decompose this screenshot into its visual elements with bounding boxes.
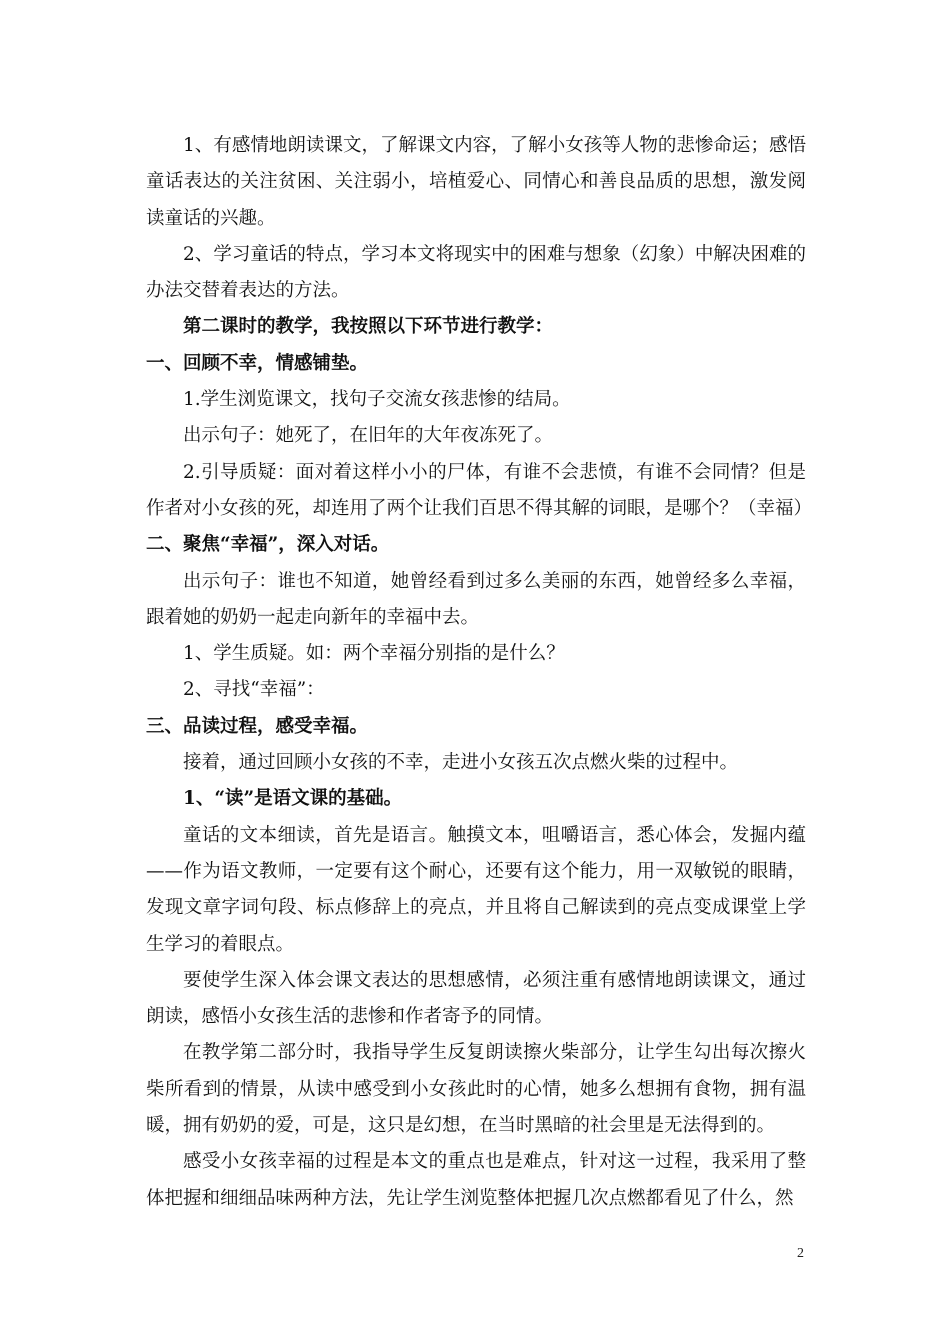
paragraph-reading-4: 感受小女孩幸福的过程是本文的重点也是难点，针对这一过程，我采用了整体把握和细细品味两种方法，先让学生浏览整体把握几次点燃都看见了什么，然 — [146, 1151, 806, 1209]
paragraph-lesson-intro: 第二课时的教学，我按照以下环节进行教学： — [183, 316, 554, 338]
paragraph-step-1-quote: 出示句子：她死了，在旧年的大年夜冻死了。 — [183, 425, 554, 447]
paragraph-step-1-2: 2.引导质疑：面对着这样小小的尸体，有谁不会悲愤，有谁不会同情？但是作者对小女孩的死，却连用了两个让我们百思不得其解的词眼，是哪个？（幸福） — [146, 461, 813, 519]
paragraph-step-2-quote: 出示句子：谁也不知道，她曾经看到过多么美丽的东西，她曾经多么幸福，跟着她的奶奶一起走向新年的幸福中去。 — [146, 570, 806, 628]
document-body — [146, 128, 813, 1217]
paragraph-goal-2: 2、学习童话的特点，学习本文将现实中的困难与想象（幻象）中解决困难的办法交替着表达的方法。 — [146, 243, 806, 302]
paragraph-reading-2: 要使学生深入体会课文表达的思想感情，必须注重有感情地朗读课文，通过朗读，感悟小女孩生活的悲惨和作者寄予的同情。 — [146, 969, 806, 1028]
paragraph-goal-1: 1、有感情地朗读课文，了解课文内容，了解小女孩等人物的悲惨命运；感悟童话表达的关注贫困、关注弱小，培植爱心、同情心和善良品质的思想，激发阅读童话的兴趣。 — [146, 135, 806, 229]
section-heading-2: 二、聚焦“幸福”，深入对话。 — [146, 534, 390, 556]
section-heading-3: 三、品读过程，感受幸福。 — [146, 715, 369, 737]
paragraph-reading-3: 在教学第二部分时，我指导学生反复朗读擦火柴部分，让学生勾出每次擦火柴所看到的情景，从读中感受到小女孩此时的心情，她多么想拥有食物，拥有温暖，拥有奶奶的爱，可是，这只是幻想，在当时黑暗的社会里是无法得到的。 — [146, 1042, 806, 1137]
paragraph-step-2-1: 1、学生质疑。如：两个幸福分别指的是什么？ — [183, 643, 565, 665]
page-number: 2 — [797, 1246, 804, 1261]
paragraph-step-3-intro: 接着，通过回顾小女孩的不幸，走进小女孩五次点燃火柴的过程中。 — [183, 752, 739, 774]
section-heading-1: 一、回顾不幸，情感铺垫。 — [146, 352, 369, 374]
paragraph-reading-1: 童话的文本细读，首先是语言。触摸文本，咀嚼语言，悉心体会，发掘内蕴——作为语文教师，一定要有这个耐心，还要有这个能力，用一双敏锐的眼睛，发现文章字词句段、标点修辞上的亮点，并且将自己解读到的亮点变成课堂上学生学习的着眼点。 — [146, 824, 806, 955]
paragraph-step-1-1: 1.学生浏览课文，找句子交流女孩悲惨的结局。 — [183, 389, 571, 411]
paragraph-step-2-2: 2、寻找“幸福”： — [183, 679, 325, 701]
subheading-reading: 1、“读”是语文课的基础。 — [183, 788, 403, 810]
